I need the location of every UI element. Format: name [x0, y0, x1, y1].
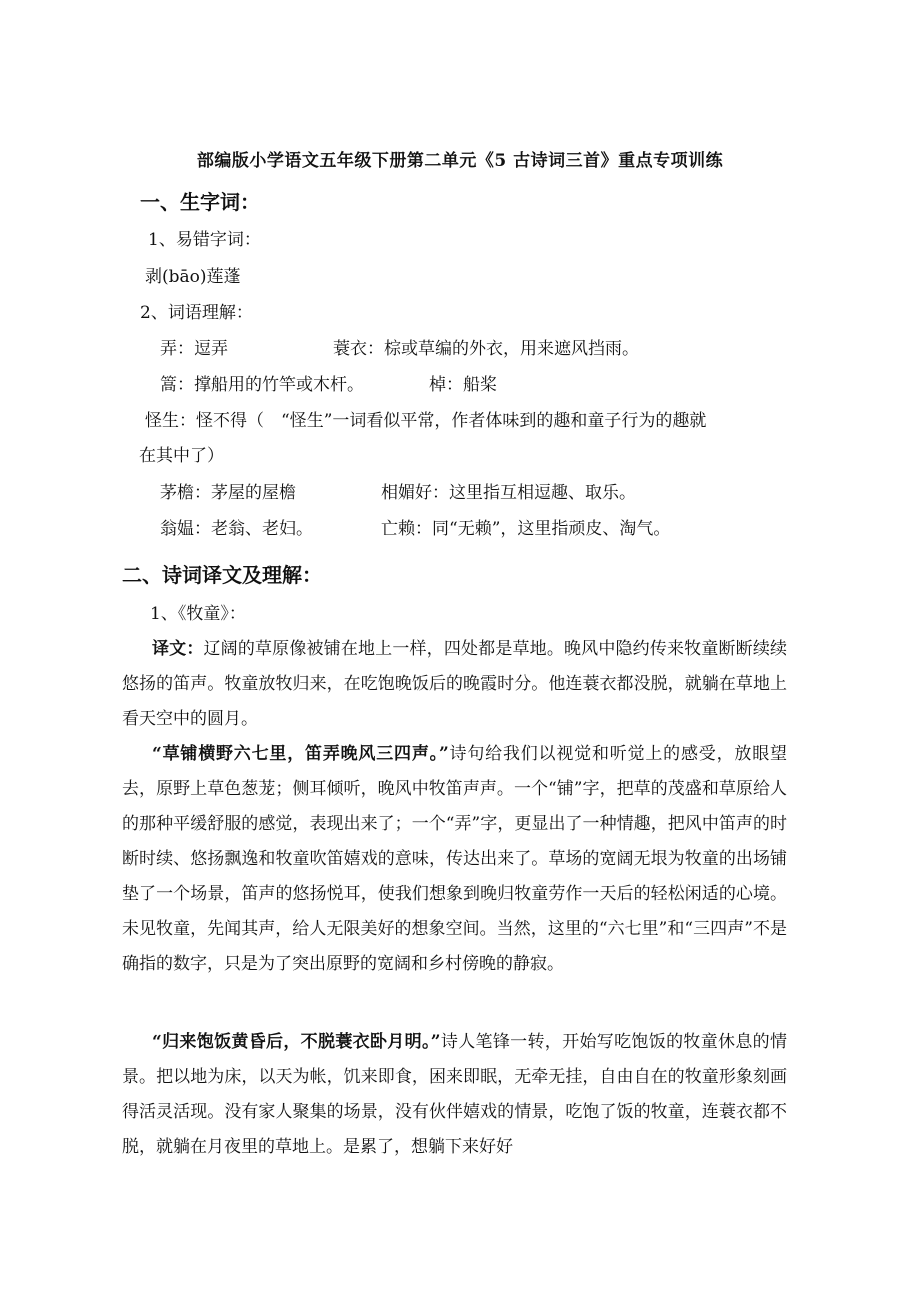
definition-left: 翁媪：老翁、老妇。 [160, 519, 313, 539]
analysis-paragraph-2 [122, 1025, 787, 1165]
page-title: 部编版小学语文五年级下册第二单元《5 古诗词三首》重点专项训练 [196, 151, 724, 171]
analysis-text-1: 诗句给我们以视觉和听觉上的感受，放眼望去，原野上草色葱茏；侧耳倾听，晚风中牧笛声声。一个“铺”字，把草的茂盛和草原给人的那种平缓舒服的感觉，表现出来了；一个“弄”字，更显出了一种情趣，把风中笛声的时断时续、悠扬飘逸和牧童吹笛嬉戏的意味，传达出来了。草场的宽阔无垠为牧童的出场铺垫了一个场景，笛声的悠扬悦耳，使我们想象到晚归牧童劳作一天后的轻松闲适的心境。未见牧童，先闻其声，给人无限美好的想象空间。当然，这里的“六七里”和“三四声”不是确指的数字，只是为了突出原野的宽阔和乡村傍晚的静寂。 [122, 744, 788, 974]
translation-text: 辽阔的草原像被铺在地上一样，四处都是草地。晚风中隐约传来牧童断断续续悠扬的笛声。牧童放牧归来，在吃饱晚饭后的晚霞时分。他连蓑衣都没脱，就躺在草地上看天空中的圆月。 [122, 639, 787, 729]
definition-right: 蓑衣：棕或草编的外衣，用来遮风挡雨。 [333, 339, 639, 359]
poem-quote-1: “草铺横野六七里，笛弄晚风三四声。” [152, 744, 449, 764]
item-word-meaning-label: 2、词语理解： [140, 303, 253, 323]
definition-right: 亡赖：同“无赖”，这里指顽皮、淘气。 [381, 519, 671, 539]
definition-right: 棹：船桨 [429, 375, 497, 395]
definition-left: 茅檐：茅屋的屋檐 [160, 483, 296, 503]
analysis-paragraph-1 [122, 737, 787, 982]
item-error-prone-words-label: 1、易错字词： [148, 230, 261, 250]
definition-left: 篙：撑船用的竹竿或木杆。 [160, 375, 364, 395]
section-heading-translation: 二、诗词译文及理解： [122, 563, 322, 587]
translation-label: 译文： [152, 639, 204, 659]
poem-quote-2: “归来饱饭黄昏后，不脱蓑衣卧月明。” [152, 1032, 441, 1052]
definition-right: 相媚好：这里指互相逗趣、取乐。 [381, 483, 636, 503]
definition-guaisheng-line2: 在其中了） [139, 446, 224, 466]
translation-paragraph [122, 632, 787, 737]
analysis-text-2: 诗人笔锋一转，开始写吃饱饭的牧童休息的情景。把以地为床，以天为帐，饥来即食，困来即眠，无牵无挂，自由自在的牧童形象刻画得活灵活现。没有家人聚集的场景，没有伙伴嬉戏的情景，吃饱了饭的牧童，连蓑衣都不脱，就躺在月夜里的草地上。是累了，想躺下来好好 [122, 1032, 787, 1157]
item-mutong-label: 1、《牧童》： [150, 604, 246, 624]
item-error-prone-words-text: 剥(bāo)莲蓬 [145, 267, 241, 287]
definition-guaisheng-line1: 怪生：怪不得（ “怪生”一词看似平常，作者体味到的趣和童子行为的趣就 [145, 411, 707, 431]
section-heading-vocabulary: 一、生字词： [140, 190, 260, 214]
definition-left: 弄：逗弄 [160, 339, 228, 359]
